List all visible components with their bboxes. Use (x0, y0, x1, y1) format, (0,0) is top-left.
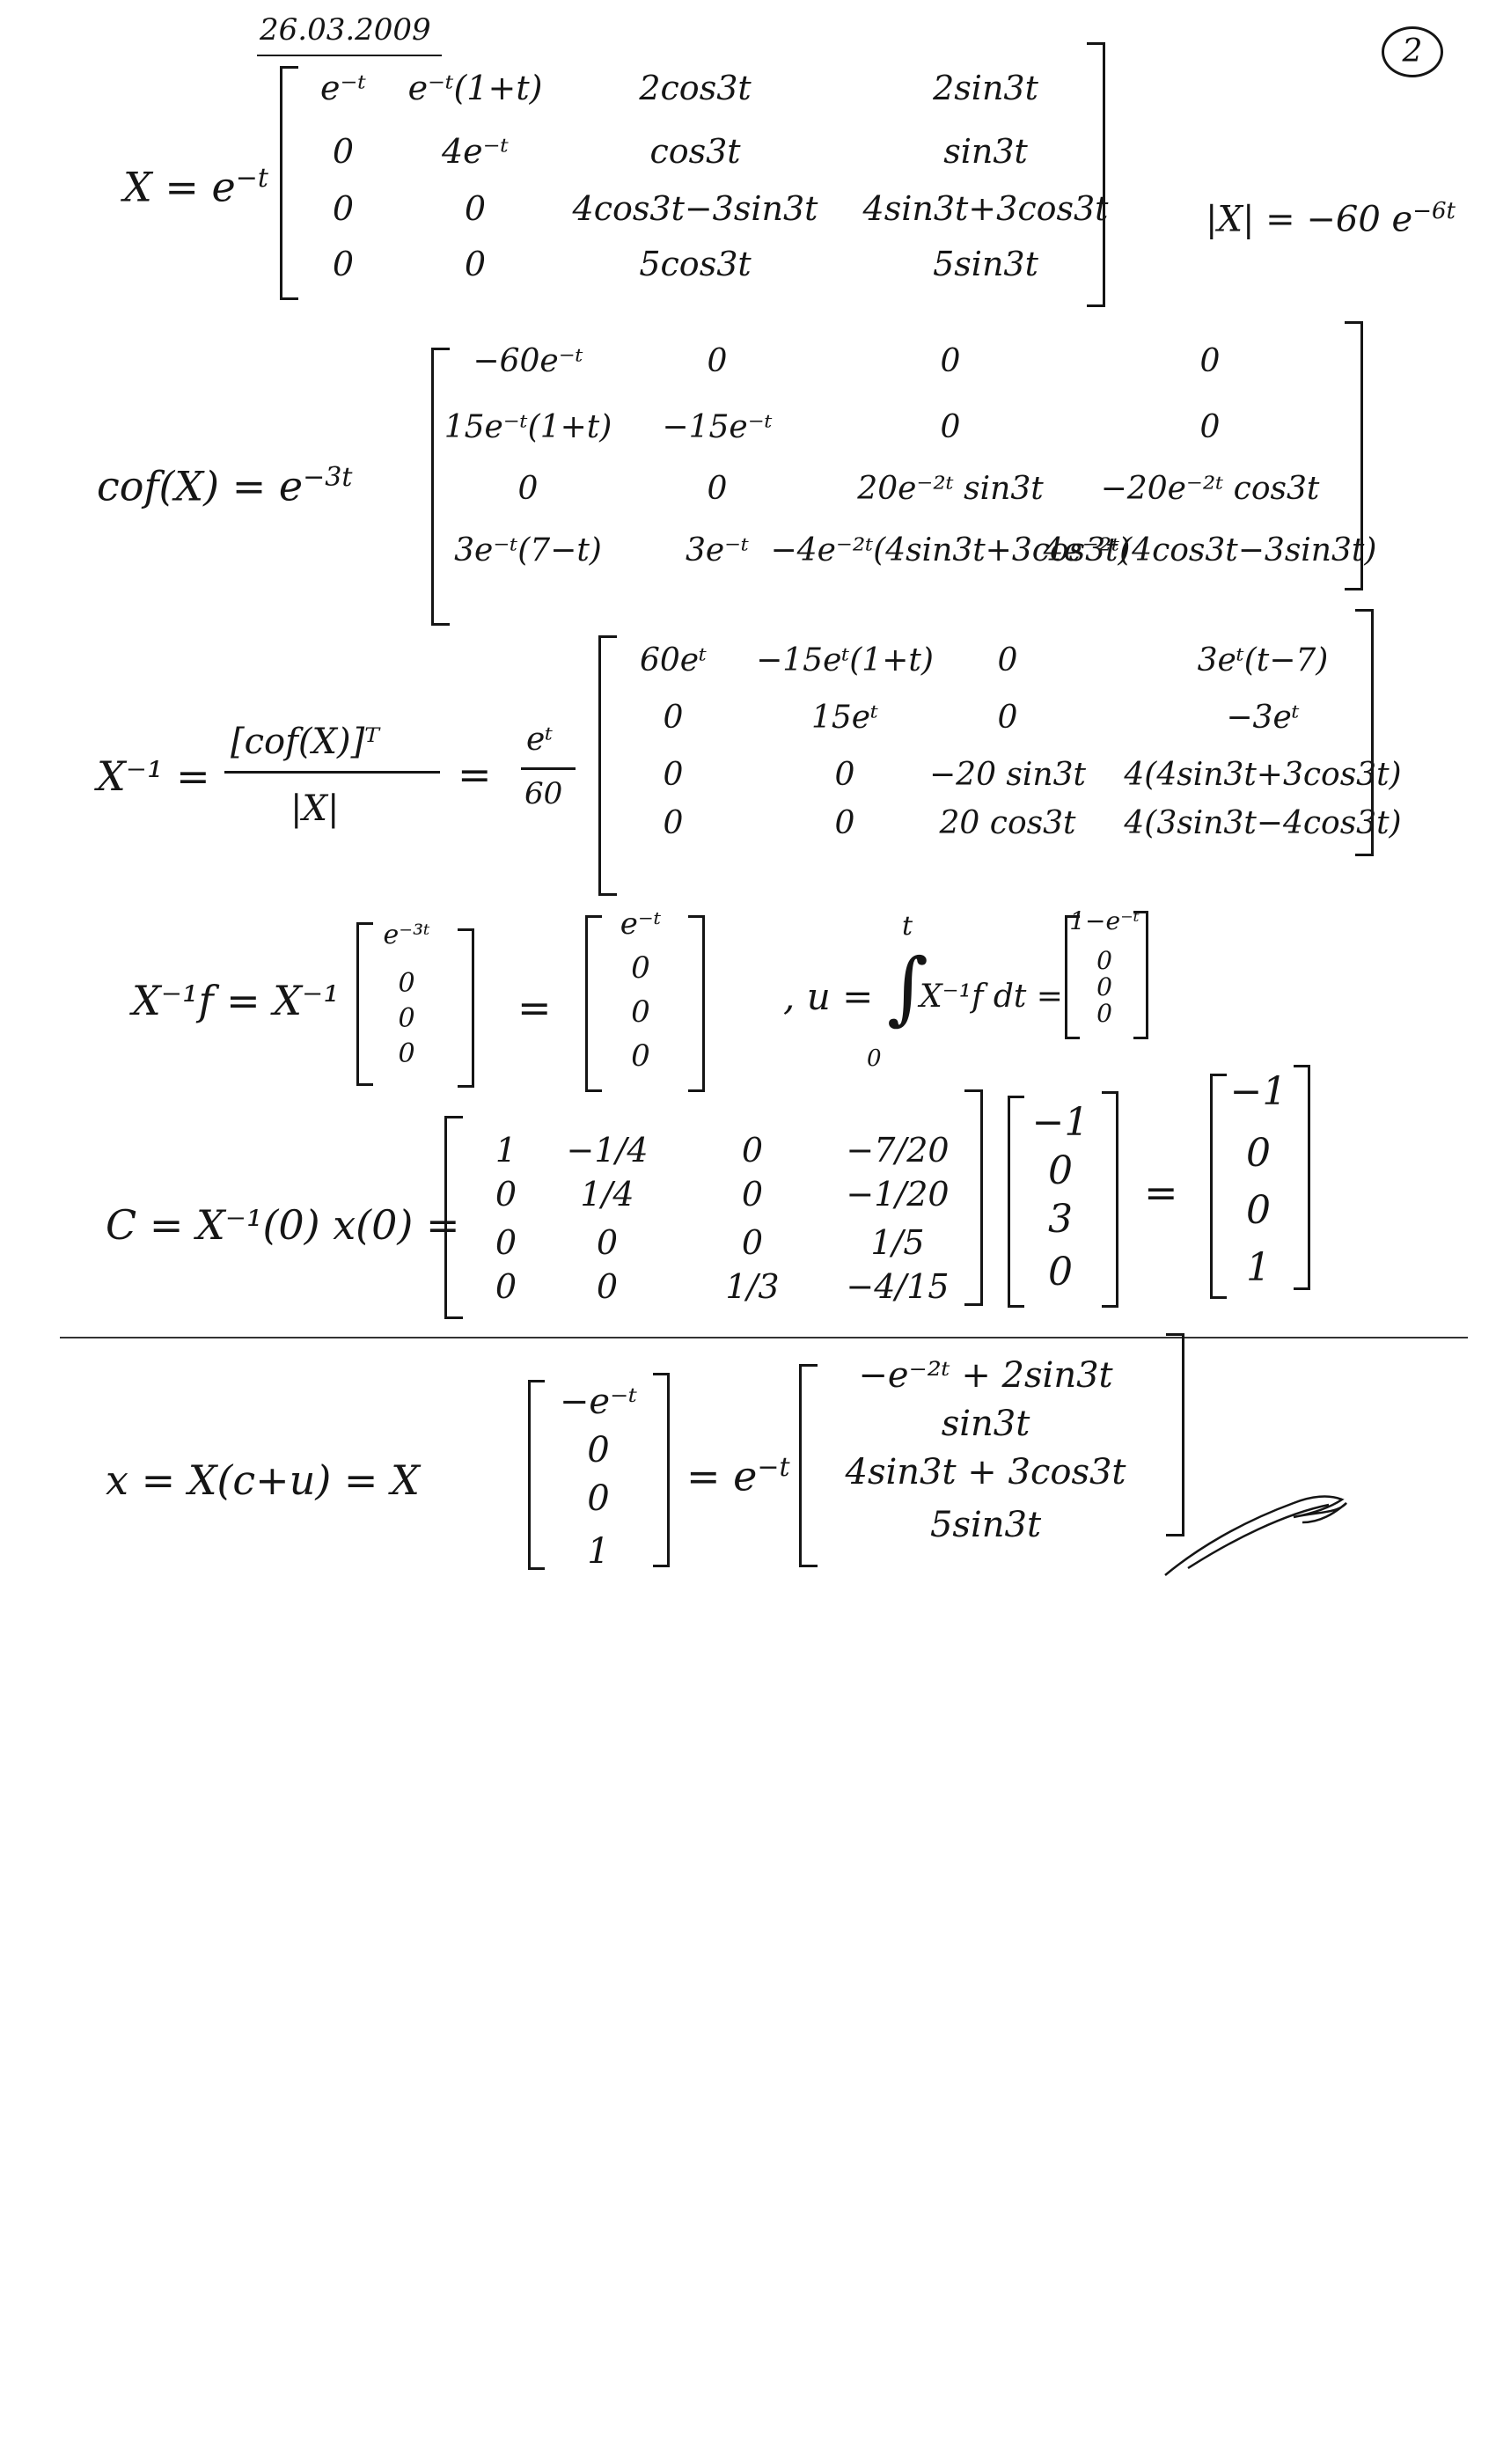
inverse-scalar-den: 60 (524, 776, 563, 811)
x-matrix-cell: 0 (332, 132, 355, 171)
solution-vec1-entry: 0 (587, 1430, 610, 1470)
c-vec1-entry: 0 (1048, 1148, 1073, 1193)
inverse-eq: = (458, 751, 492, 798)
solution-eq (686, 1452, 790, 1500)
inverse-matrix-cell: 0 (834, 757, 855, 793)
c-matrix-cell: 0 (741, 1223, 764, 1262)
c-matrix-cell: 0 (495, 1175, 517, 1214)
x-matrix-cell: 4cos3t−3sin3t (572, 189, 818, 228)
inverse-matrix-cell: −3eᵗ (1226, 700, 1300, 736)
c-matrix-cell: 1/4 (580, 1175, 634, 1214)
inverse-lhs: X⁻¹ = (97, 752, 210, 800)
inverse-matrix-cell: 60eᵗ (640, 642, 707, 678)
cof-matrix-cell: 4e⁻²ᵗ(4cos3t−3sin3t) (1043, 532, 1377, 568)
u-lhs: , u = (783, 975, 874, 1018)
xinvf-vec1-entry: e⁻³ᵗ (383, 920, 430, 950)
c-matrix-cell: −7/20 (846, 1131, 950, 1170)
inverse-frac-num: [cof(X)]ᵀ (231, 722, 379, 762)
cof-matrix-cell: −4e⁻²ᵗ(4sin3t+3cos3t) (770, 532, 1131, 568)
cof-matrix-cell: 15e⁻ᵗ(1+t) (444, 409, 612, 445)
c-matrix-cell: 1/5 (870, 1223, 925, 1262)
x-matrix-cell: 5sin3t (933, 245, 1038, 283)
inverse-matrix-left-bracket (598, 635, 617, 896)
c-matrix-cell: −1/20 (846, 1175, 950, 1214)
xinvf-vec1-entry: 0 (398, 1038, 415, 1069)
solution-vec2-entry: 5sin3t (929, 1505, 1042, 1545)
inverse-frac-den: |X| (290, 788, 340, 829)
solution-vec2-entry: −e⁻²ᵗ + 2sin3t (858, 1355, 1113, 1396)
c-matrix-cell: 0 (495, 1223, 517, 1262)
cof-matrix-cell: 3e⁻ᵗ(7−t) (454, 532, 602, 568)
u-vec-entry: 1−e⁻ᵗ (1069, 906, 1140, 935)
inverse-scalar-num: eᵗ (526, 722, 554, 758)
cof-matrix-cell: 0 (707, 471, 728, 507)
c-matrix-cell: −1/4 (566, 1131, 649, 1170)
c-def-lhs: C = X⁻¹(0) x(0) = (106, 1201, 460, 1249)
x-matrix-right-bracket (1087, 42, 1105, 307)
inverse-matrix-cell: −15eᵗ(1+t) (756, 642, 934, 678)
x-matrix-cell: 2sin3t (933, 69, 1038, 107)
solution-exp: −t (757, 1452, 790, 1483)
page-number-badge: 2 (1382, 26, 1443, 77)
solution-eq-text: = e (686, 1452, 758, 1500)
determinant-exp: −6t (1412, 198, 1456, 224)
x-matrix-cell: e⁻ᵗ(1+t) (407, 69, 543, 107)
c-vec2-right-bracket (1294, 1065, 1310, 1290)
x-matrix-cell: 0 (332, 189, 355, 228)
inverse-scalar-bar (521, 767, 576, 770)
xinvf-eq: = (517, 984, 552, 1031)
xinvf-vec2-entry: 0 (631, 1038, 650, 1074)
inverse-matrix-cell: 0 (663, 700, 684, 736)
u-vec-entry: 0 (1096, 972, 1112, 1001)
solution-vec1-entry: −e⁻ᵗ (559, 1382, 638, 1422)
xinvf-vec2-entry: 0 (631, 994, 650, 1030)
x-def-lhs (123, 163, 268, 210)
solution-vec1-left-bracket (528, 1380, 545, 1570)
x-def-exp: −t (235, 163, 268, 194)
x-def-lhs-text: X = e (123, 163, 236, 211)
cof-lhs (97, 462, 352, 510)
cof-matrix-cell: 0 (517, 471, 539, 507)
c-matrix-cell: 0 (596, 1223, 619, 1262)
inverse-matrix-cell: 0 (663, 757, 684, 793)
x-matrix-left-bracket (280, 66, 298, 300)
xinvf-vec1-left-bracket (356, 922, 373, 1086)
u-lower-limit: 0 (867, 1045, 882, 1072)
x-matrix-cell: 4sin3t+3cos3t (862, 189, 1109, 228)
x-matrix-cell: 5cos3t (639, 245, 752, 283)
c-vec2-entry: 0 (1246, 1188, 1271, 1233)
c-matrix-cell: 0 (495, 1267, 517, 1306)
u-vec-entry: 0 (1096, 999, 1112, 1028)
xinvf-vec1-entry: 0 (398, 968, 415, 999)
solution-vec1-right-bracket (653, 1373, 670, 1567)
x-matrix-cell: 0 (332, 245, 355, 283)
cof-matrix-cell: 0 (707, 343, 728, 379)
xinvf-vec1-entry: 0 (398, 1003, 415, 1034)
xinvf-vec1-right-bracket (458, 928, 474, 1088)
inverse-matrix-cell: 0 (663, 805, 684, 841)
solution-vec1-entry: 0 (587, 1478, 610, 1519)
c-vec1-entry: −1 (1031, 1100, 1089, 1145)
inverse-matrix-cell: 0 (997, 642, 1018, 678)
determinant-text: |X| = −60 e (1206, 199, 1413, 240)
date-label: 26.03.2009 (260, 12, 431, 48)
c-vec2-entry: 0 (1246, 1131, 1271, 1176)
c-matrix-cell: 1 (495, 1131, 517, 1170)
inverse-matrix-cell: 20 cos3t (939, 805, 1076, 841)
cof-matrix-cell: −20e⁻²ᵗ cos3t (1100, 471, 1320, 507)
solution-vec2-entry: sin3t (941, 1404, 1030, 1444)
c-matrix-left-bracket (444, 1116, 463, 1319)
x-matrix-cell: 0 (464, 245, 487, 283)
c-matrix-cell: 0 (741, 1175, 764, 1214)
cof-matrix-left-bracket (431, 348, 450, 626)
xinvf-lhs: X⁻¹f = X⁻¹ (132, 977, 340, 1024)
cof-exp: −3t (303, 462, 353, 493)
determinant (1206, 198, 1456, 239)
xinvf-vec2-entry: e⁻ᵗ (620, 906, 662, 942)
c-matrix-right-bracket (964, 1089, 983, 1306)
cof-matrix-cell: 0 (1199, 343, 1221, 379)
c-matrix-cell: 0 (741, 1131, 764, 1170)
x-matrix-cell: cos3t (649, 132, 741, 171)
xinvf-vec2-left-bracket (585, 915, 602, 1092)
inverse-matrix-cell: 4(4sin3t+3cos3t) (1124, 757, 1402, 793)
c-eq: = (1144, 1169, 1178, 1216)
cof-matrix-cell: 0 (1199, 409, 1221, 445)
cof-matrix-cell: 0 (940, 343, 961, 379)
cof-matrix-cell: 20e⁻²ᵗ sin3t (857, 471, 1044, 507)
c-matrix-cell: 1/3 (725, 1267, 780, 1306)
u-vec-entry: 0 (1096, 946, 1112, 975)
solution-vec2-left-bracket (799, 1364, 818, 1567)
inverse-matrix-cell: −20 sin3t (929, 757, 1086, 793)
inverse-matrix-cell: 15eᵗ (811, 700, 878, 736)
xinvf-vec2-right-bracket (688, 915, 705, 1092)
section-divider (60, 1337, 1468, 1338)
c-vec2-left-bracket (1210, 1074, 1227, 1299)
u-integrand: X⁻¹f dt = (920, 979, 1063, 1015)
inverse-matrix-cell: 4(3sin3t−4cos3t) (1124, 805, 1402, 841)
cof-lhs-text: cof(X) = e (97, 462, 304, 510)
cof-matrix-cell: 3e⁻ᵗ (685, 532, 750, 568)
c-vec1-left-bracket (1008, 1096, 1024, 1308)
xinvf-vec2-entry: 0 (631, 950, 650, 986)
c-vec2-entry: −1 (1229, 1069, 1287, 1114)
x-matrix-cell: 0 (464, 189, 487, 228)
cof-matrix-cell: −60e⁻ᵗ (473, 343, 583, 379)
x-matrix-cell: 2cos3t (639, 69, 752, 107)
u-upper-limit: t (902, 911, 913, 942)
x-matrix-cell: 4e⁻ᵗ (441, 132, 510, 171)
solution-lhs: x = X(c+u) = X (106, 1456, 420, 1504)
c-matrix-cell: 0 (596, 1267, 619, 1306)
solution-vec2-entry: 4sin3t + 3cos3t (845, 1452, 1126, 1492)
x-matrix-cell: e⁻ᵗ (320, 69, 366, 107)
c-matrix-cell: −4/15 (846, 1267, 950, 1306)
signature (1162, 1487, 1355, 1584)
x-matrix-cell: sin3t (943, 132, 1028, 171)
inverse-matrix-cell: 3eᵗ(t−7) (1197, 642, 1329, 678)
cof-matrix-cell: 0 (940, 409, 961, 445)
inverse-matrix-cell: 0 (997, 700, 1018, 736)
u-integral-sign: ∫ (887, 942, 928, 1034)
c-vec1-entry: 3 (1048, 1197, 1073, 1242)
date-underline (257, 55, 442, 56)
inverse-matrix-cell: 0 (834, 805, 855, 841)
c-vec2-entry: 1 (1246, 1245, 1271, 1290)
c-vec1-entry: 0 (1048, 1250, 1073, 1294)
solution-vec1-entry: 1 (587, 1531, 610, 1572)
inverse-frac-bar (224, 771, 440, 774)
cof-matrix-cell: −15e⁻ᵗ (662, 409, 773, 445)
c-vec1-right-bracket (1102, 1091, 1118, 1308)
